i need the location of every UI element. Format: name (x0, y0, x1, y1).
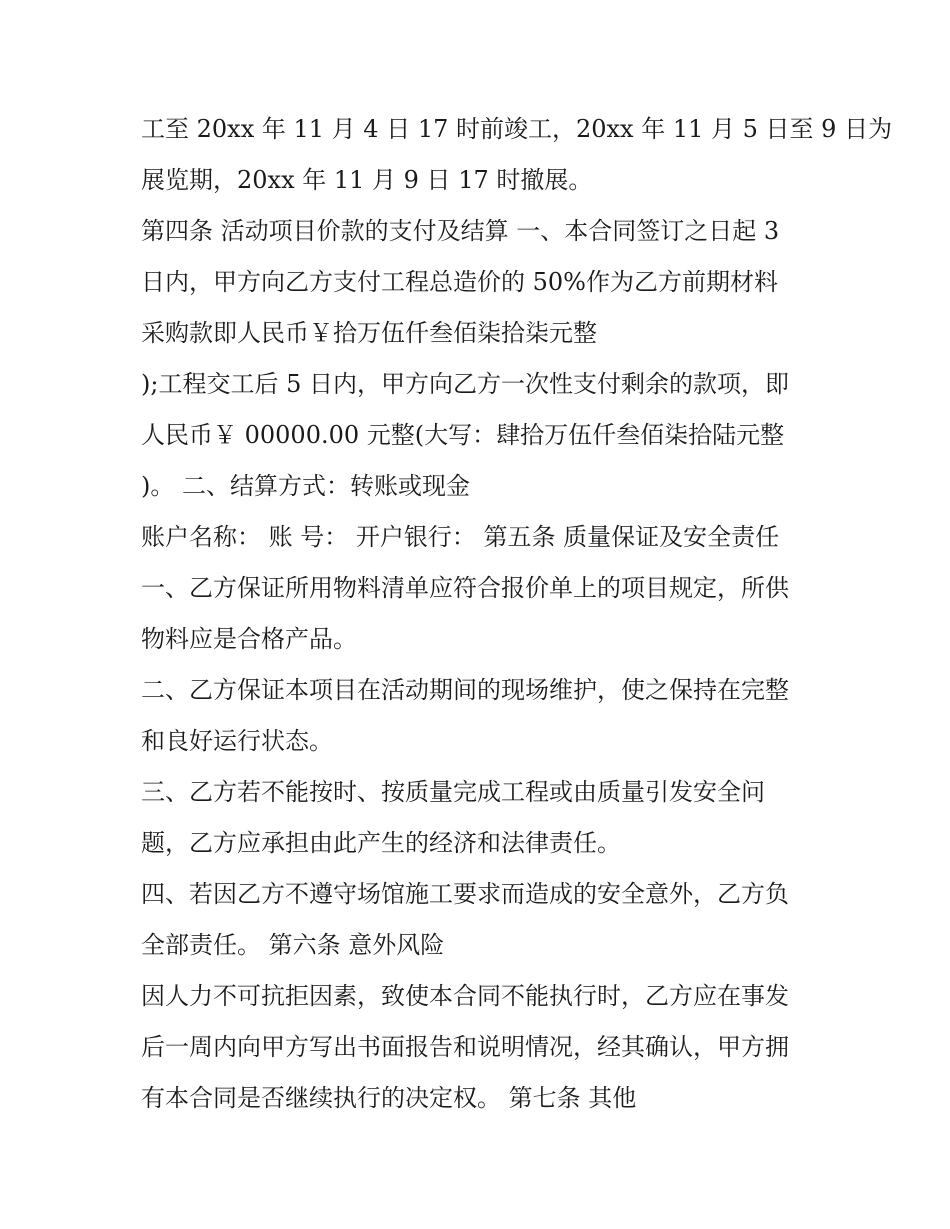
text-line: 后一周内向甲方写出书面报告和说明情况，经其确认，甲方拥 (141, 1033, 789, 1061)
text-line: 展览期，20xx 年 11 月 9 日 17 时撤展。 (141, 166, 593, 194)
text-line: );工程交工后 5 日内，甲方向乙方一次性支付剩余的款项，即 (141, 370, 789, 398)
text-line: 题，乙方应承担由此产生的经济和法律责任。 (141, 829, 621, 857)
text-line: 三、乙方若不能按时、按质量完成工程或由质量引发安全问 (141, 778, 765, 806)
text-line: 和良好运行状态。 (141, 727, 333, 755)
text-line: 账户名称： 账 号： 开户银行： 第五条 质量保证及安全责任 (141, 523, 780, 551)
text-line: 二、乙方保证本项目在活动期间的现场维护，使之保持在完整 (141, 676, 789, 704)
text-line: 第四条 活动项目价款的支付及结算 一、本合同签订之日起 3 (141, 217, 780, 245)
text-line: 采购款即人民币￥拾万伍仟叁佰柒拾柒元整 (141, 319, 597, 347)
text-line: 物料应是合格产品。 (141, 625, 357, 653)
text-line: 有本合同是否继续执行的决定权。 第七条 其他 (141, 1084, 637, 1112)
text-line: )。 二、结算方式：转账或现金 (141, 472, 470, 500)
text-line: 因人力不可抗拒因素，致使本合同不能执行时，乙方应在事发 (141, 982, 789, 1010)
text-line: 日内，甲方向乙方支付工程总造价的 50%作为乙方前期材料 (141, 268, 778, 296)
text-line: 四、若因乙方不遵守场馆施工要求而造成的安全意外，乙方负 (141, 880, 789, 908)
text-line: 工至 20xx 年 11 月 4 日 17 时前竣工，20xx 年 11 月 5 日至 9 日为 (141, 115, 893, 143)
document-body (141, 104, 893, 1124)
text-line: 全部责任。 第六条 意外风险 (141, 931, 445, 959)
text-line: 一、乙方保证所用物料清单应符合报价单上的项目规定，所供 (141, 574, 789, 602)
text-line: 人民币￥ 00000.00 元整(大写：肆拾万伍仟叁佰柒拾陆元整 (141, 421, 785, 449)
